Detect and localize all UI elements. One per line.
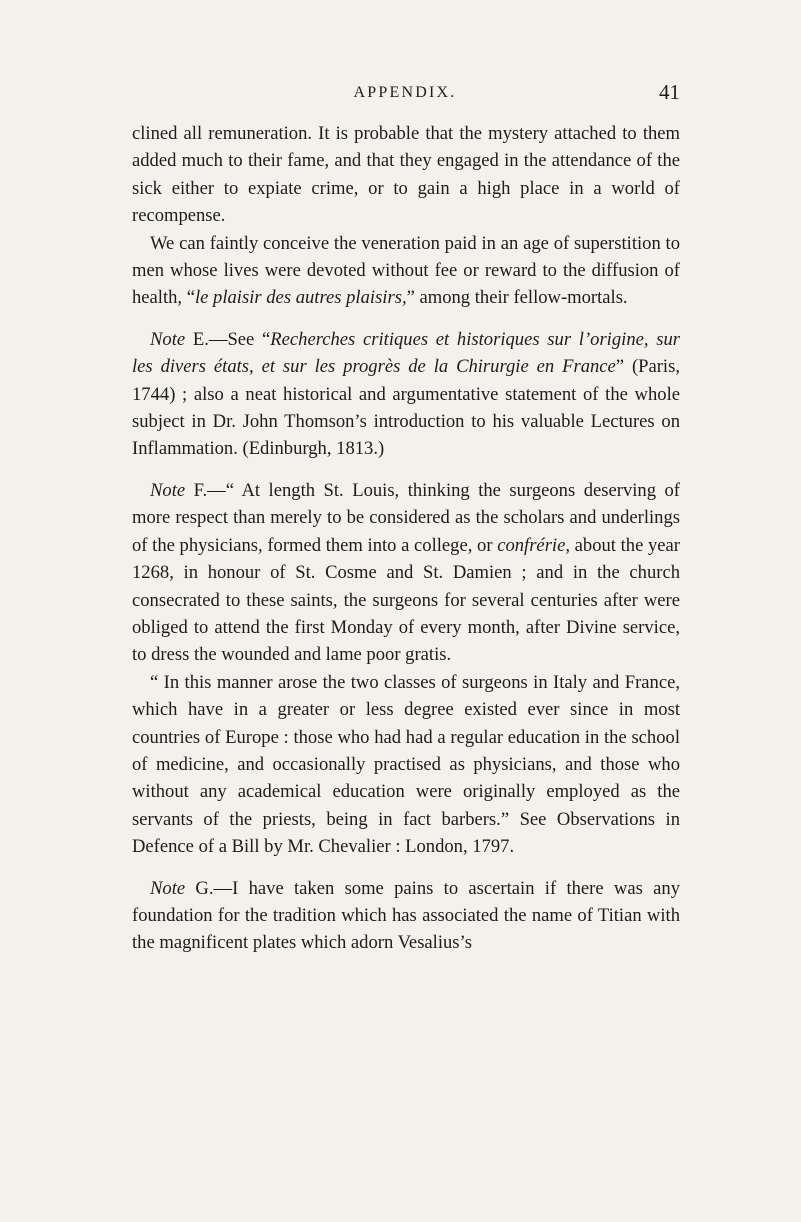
text-run: “ In this manner arose the two classes of surgeons in Italy and France, which have in a greater or less degree existed ever since in most countries of Europe : those who had had a regular education in the school of medicine, and occasionally practised as physicians, and those who without any academical education were originally employed as the servants of the priests, being in fact barbers.” See Observations in Defence of a Bill by Mr. Chevalier : London, 1797.	[132, 671, 680, 858]
italic-run: le plaisir des autres plaisirs,	[194, 287, 407, 309]
text-run: ” among their fellow-mortals.	[406, 287, 628, 309]
text-run: E.—See “	[185, 328, 271, 350]
page-number: 41	[659, 80, 680, 104]
running-head: APPENDIX.	[353, 84, 457, 101]
note-label: Note	[150, 328, 186, 350]
italic-run: Recherches critiques et historiques sur l’origine, sur les divers états, et sur les progrès de la Chirurgie en France	[132, 328, 681, 378]
paragraph-remuneration	[132, 120, 680, 230]
note-f	[132, 477, 680, 669]
text-run: clined all remuneration. It is probable that the mystery attached to them added much to their fame, and that they engaged in the attendance of the sick either to expiate crime, or to gain a high place in a world of recompense.	[132, 123, 680, 227]
paragraph-veneration	[132, 230, 680, 312]
note-label: Note	[150, 479, 186, 501]
page-header	[130, 80, 680, 108]
text-run: G.—I have taken some pains to ascertain if there was any foundation for the tradition which has associated the name of Titian with the magnificent plates which adorn Vesalius’s	[132, 877, 680, 954]
text-run: ” (Paris, 1744) ; also a neat historical and argumentative statement of the whole subject in Dr. John Thomson’s introduction to his valuable Lectures on Inflammation. (Edinburgh, 1813.)	[132, 356, 680, 460]
text-run: about the year 1268, in honour of St. Cosme and St. Damien ; and in the church consecrated to these saints, the surgeons for several centuries after were obliged to attend the first Monday of every month, after Divine service, to dress the wounded and lame poor gratis.	[132, 534, 681, 666]
body-text	[132, 120, 680, 957]
note-e	[132, 326, 680, 463]
text-run: We can faintly conceive the veneration paid in an age of superstition to men whose lives were devoted without fee or reward to the diffusion of health, “	[132, 232, 680, 309]
paragraph-two-classes	[132, 669, 680, 861]
note-g	[132, 875, 680, 957]
note-label: Note	[150, 877, 186, 899]
text-run: F.—“ At length St. Louis, thinking the surgeons deserving of more respect than merely to be considered as the scholars and underlings of the physicians, formed them into a college, or	[132, 479, 680, 556]
italic-run: confrérie,	[497, 534, 570, 556]
